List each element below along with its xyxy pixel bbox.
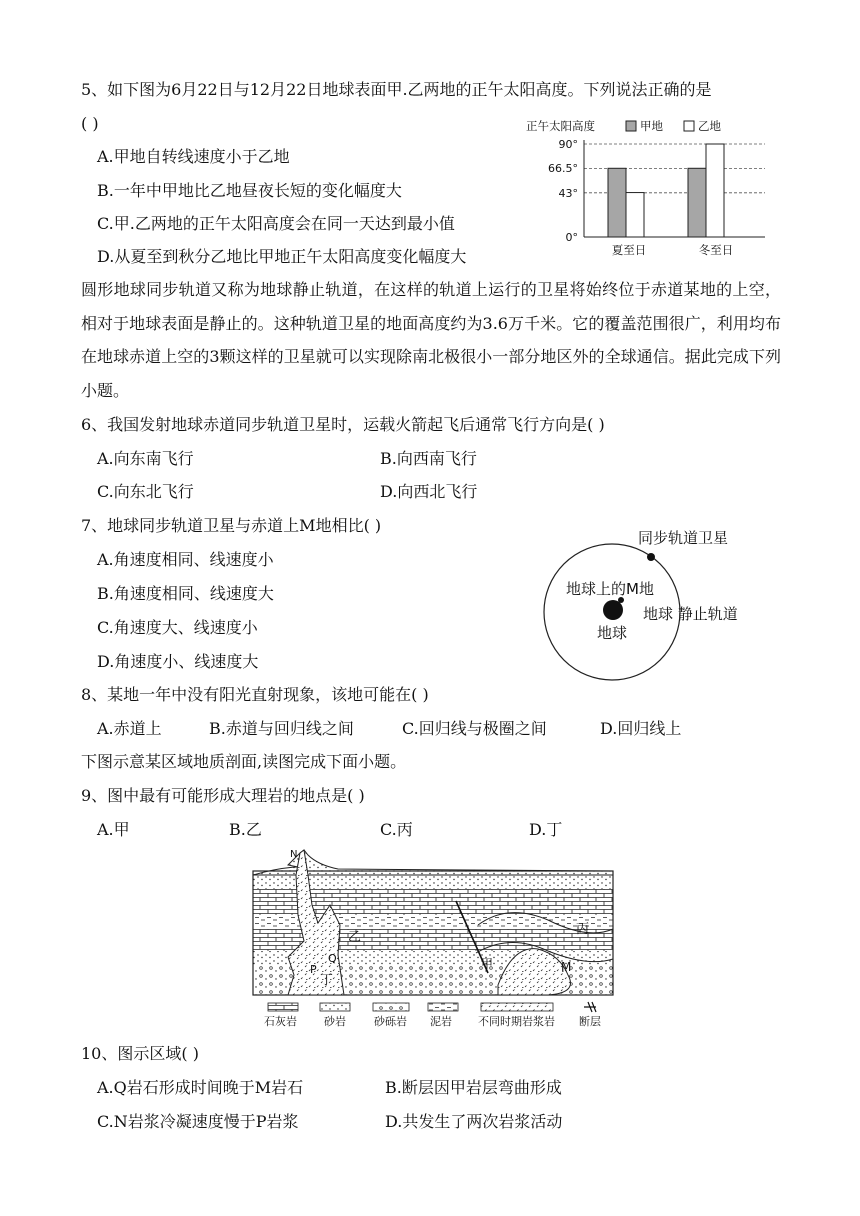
x-tick-label-winter: 冬至日 — [698, 243, 734, 257]
q5-option-d: D.从夏至到秋分乙地比甲地正午太阳高度变化幅度大 — [97, 247, 467, 266]
earth-label: 地球 — [597, 624, 628, 642]
legend-swatch-yi — [684, 121, 694, 131]
y-tick-label-66-5: 66.5° — [548, 162, 578, 175]
legend-swatch-jia — [626, 121, 636, 131]
legend-swatch-igneous — [481, 1003, 553, 1011]
q8-option-d: D.回归线上 — [600, 719, 682, 738]
bar-jia-summer-solstice — [608, 168, 626, 237]
legend-swatch-limestone — [268, 1003, 298, 1011]
q9-option-d: D.丁 — [529, 820, 563, 839]
satellite-label: 同步轨道卫星 — [638, 529, 729, 547]
y-tick-label-90: 90° — [558, 138, 578, 151]
q9-stem: 9、图中最有可能形成大理岩的地点是( ) — [81, 786, 365, 805]
solar-altitude-chart — [520, 112, 790, 262]
q8-option-b: B.赤道与回归线之间 — [209, 719, 354, 738]
q7-option-b: B.角速度相同、线速度大 — [97, 584, 274, 603]
passage-geosync-orbit: 圆形地球同步轨道又称为地球静止轨道，在这样的轨道上运行的卫星将始终位于赤道某地的上空，相对于地球表面是静止的。这种轨道卫星的地面高度约为3.6万千米。它的覆盖范围很广，利用均布在地球赤道上空的3颗这样的卫星就可以实现除南北极很小一部分地区外的全球通信。据此完成下列小题。 — [81, 280, 781, 400]
q5-stem: 5、如下图为6月22日与12月22日地球表面甲.乙两地的正午太阳高度。下列说法正确的是 — [81, 80, 712, 99]
q10-option-a: A.Q岩石形成时间晚于M岩石 — [97, 1078, 304, 1097]
q10-stem: 10、图示区域( ) — [81, 1044, 199, 1063]
q9-option-c: C.丙 — [380, 820, 413, 839]
orbit-diagram — [540, 522, 780, 682]
q7-option-a: A.角速度相同、线速度小 — [97, 550, 274, 569]
legend-label-fault: 断层 — [579, 1015, 601, 1028]
legend-label-conglomerate: 砂砾岩 — [374, 1015, 407, 1028]
q5-answer-paren: ( ) — [81, 114, 99, 133]
label-ding: 丁 — [320, 973, 334, 988]
bar-jia-winter-solstice — [688, 168, 706, 237]
q7-stem: 7、地球同步轨道卫星与赤道上M地相比( ) — [81, 516, 382, 535]
geologic-cross-section — [248, 845, 618, 1030]
q7-option-c: C.角速度大、线速度小 — [97, 618, 258, 637]
legend-swatch-mudstone — [428, 1003, 458, 1011]
legend-swatch-conglomerate — [373, 1003, 409, 1011]
q10-option-d: D.共发生了两次岩浆活动 — [385, 1112, 563, 1131]
legend-label-igneous: 不同时期岩浆岩 — [478, 1015, 555, 1028]
y-tick-label-43: 43° — [558, 187, 578, 200]
legend-swatch-fault — [584, 1002, 596, 1012]
legend-label-sandstone: 砂岩 — [324, 1015, 346, 1028]
label-bing: 丙 — [576, 922, 590, 937]
bar-yi-summer-solstice — [626, 193, 644, 237]
x-tick-label-summer: 夏至日 — [611, 243, 647, 257]
q10-option-b: B.断层因甲岩层弯曲形成 — [385, 1078, 562, 1097]
orbit-label: 地球 静止轨道 — [643, 605, 738, 623]
label-p: P — [310, 963, 317, 976]
q8-option-c: C.回归线与极圈之间 — [402, 719, 547, 738]
label-m: M — [561, 960, 572, 974]
bar-yi-winter-solstice — [706, 144, 724, 237]
q5-option-b: B.一年中甲地比乙地昼夜长短的变化幅度大 — [97, 181, 402, 200]
q6-option-c: C.向东北飞行 — [97, 482, 194, 501]
satellite-dot — [647, 553, 655, 561]
label-n: N — [290, 849, 298, 860]
y-tick-label-0: 0° — [565, 231, 578, 244]
label-yi: 乙 — [348, 930, 362, 945]
q6-stem: 6、我国发射地球赤道同步轨道卫星时，运载火箭起飞后通常飞行方向是( ) — [81, 415, 605, 434]
geology-intro: 下图示意某区域地质剖面,读图完成下面小题。 — [81, 752, 407, 771]
q8-option-a: A.赤道上 — [97, 719, 162, 738]
legend-label-yi: 乙地 — [698, 119, 721, 133]
legend-label-jia: 甲地 — [640, 119, 663, 133]
chart-bars — [608, 144, 724, 237]
q8-stem: 8、某地一年中没有阳光直射现象，该地可能在( ) — [81, 685, 429, 704]
legend-swatch-sandstone — [320, 1003, 350, 1011]
q7-option-d: D.角速度小、线速度大 — [97, 652, 259, 671]
q9-option-b: B.乙 — [229, 820, 262, 839]
q9-option-a: A.甲 — [97, 820, 130, 839]
label-q: Q — [328, 952, 337, 965]
label-jia: 甲 — [481, 957, 494, 971]
chart-title: 正午太阳高度 — [526, 119, 595, 133]
q5-option-a: A.甲地自转线速度小于乙地 — [97, 147, 290, 166]
q6-option-b: B.向西南飞行 — [380, 449, 477, 468]
q5-option-c: C.甲.乙两地的正午太阳高度会在同一天达到最小值 — [97, 214, 455, 233]
q6-option-a: A.向东南飞行 — [97, 449, 194, 468]
earth-dot — [603, 600, 623, 620]
q10-option-c: C.N岩浆冷凝速度慢于P岩浆 — [97, 1112, 299, 1131]
q6-option-d: D.向西北飞行 — [380, 482, 478, 501]
legend-label-mudstone: 泥岩 — [430, 1015, 452, 1028]
m-point-label: 地球上的M地 — [566, 580, 654, 598]
legend-label-limestone: 石灰岩 — [264, 1015, 297, 1028]
